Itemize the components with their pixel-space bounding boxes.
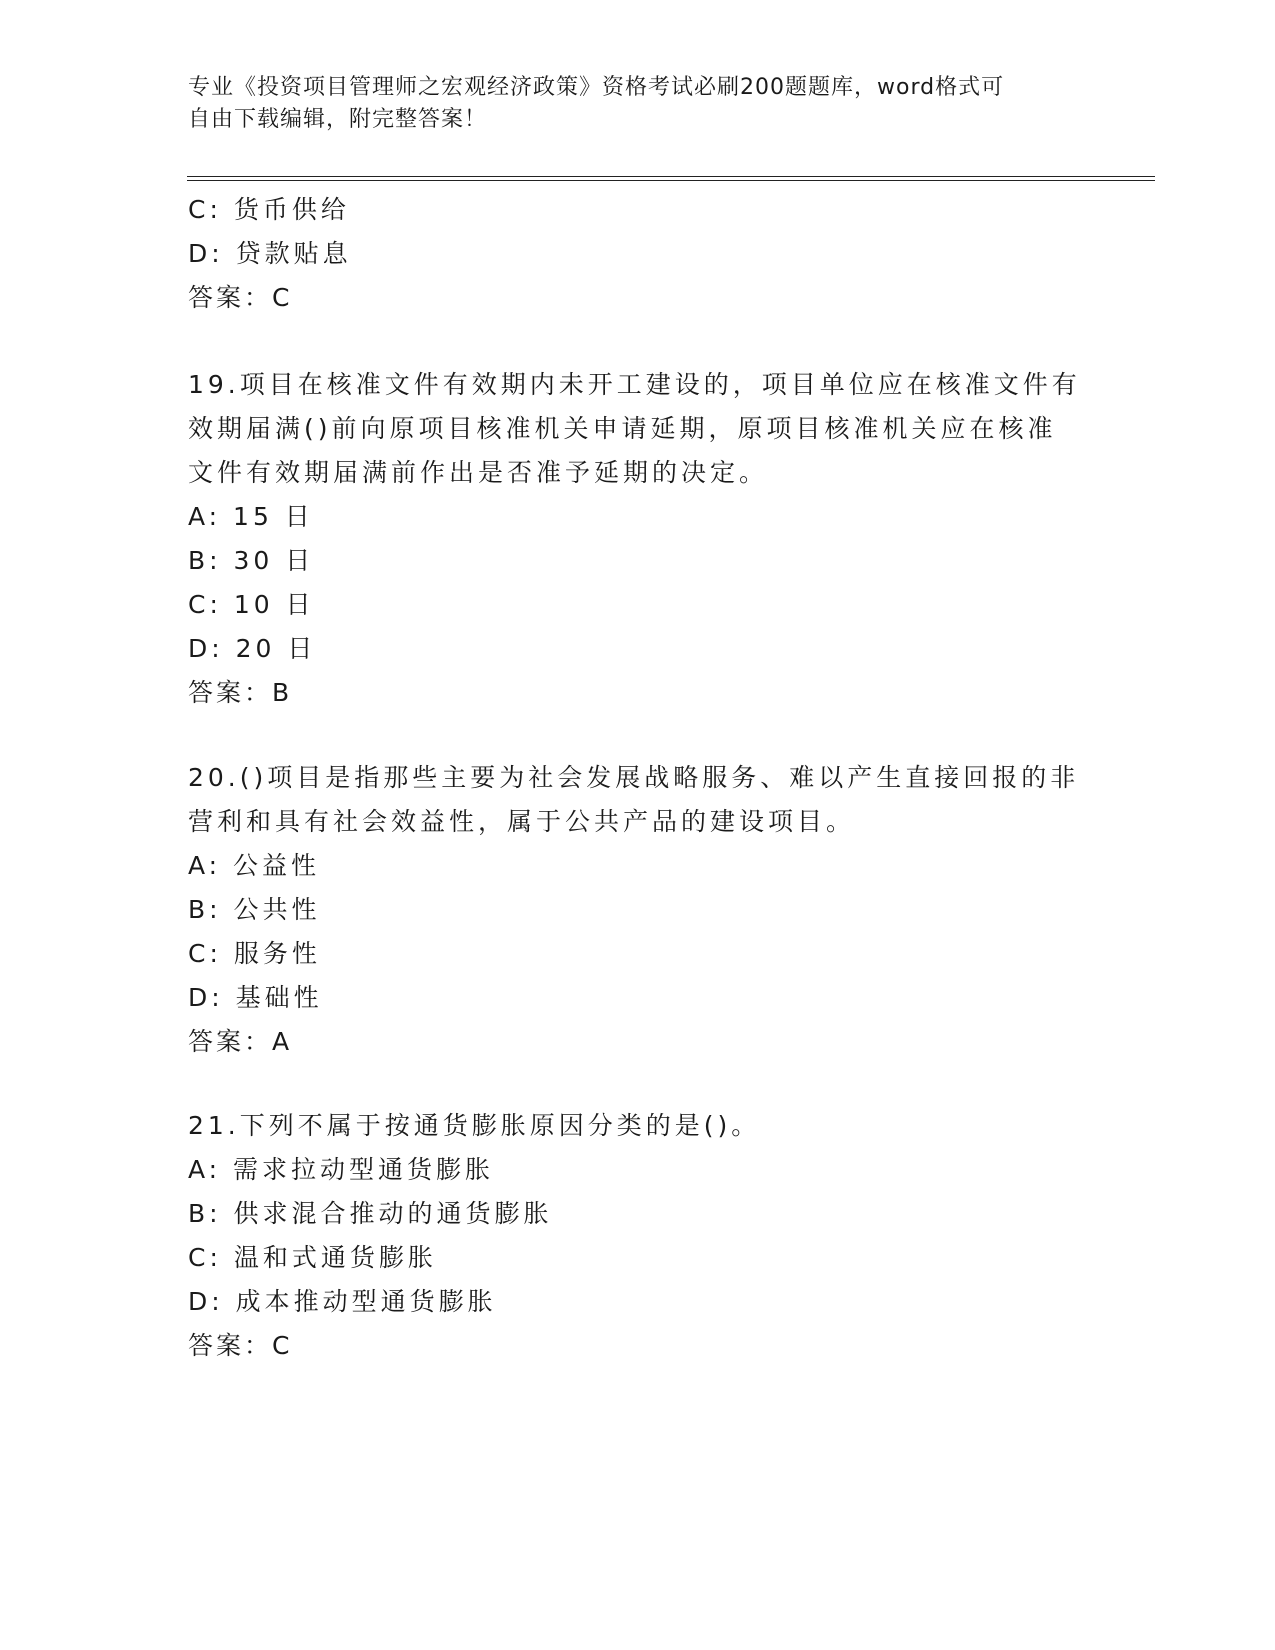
question-19-answer: 答案：B xyxy=(188,678,293,707)
option-c: C: 货币供给 xyxy=(188,195,350,224)
question-19-option-b: B: 30 日 xyxy=(188,546,315,575)
question-19-stem-line-2: 效期届满()前向原项目核准机关申请延期，原项目核准机关应在核准 xyxy=(188,414,1057,443)
question-20-answer: 答案：A xyxy=(188,1027,293,1056)
header-line-1: 专业《投资项目管理师之宏观经济政策》资格考试必刷200题题库，word格式可 xyxy=(188,75,1005,100)
question-21-answer: 答案：C xyxy=(188,1331,293,1360)
document-header xyxy=(188,72,1088,136)
question-20-option-a: A: 公益性 xyxy=(188,851,321,880)
question-20-option-d: D: 基础性 xyxy=(188,983,323,1012)
question-19-stem-line-3: 文件有效期届满前作出是否准予延期的决定。 xyxy=(188,458,769,487)
answer-line: 答案：C xyxy=(188,283,293,312)
header-line-2: 自由下载编辑，附完整答案！ xyxy=(188,107,488,132)
question-19-option-c: C: 10 日 xyxy=(188,590,315,619)
question-21-option-d: D: 成本推动型通货膨胀 xyxy=(188,1287,497,1316)
question-20-option-b: B: 公共性 xyxy=(188,895,321,924)
question-21-stem-line-1: 21.下列不属于按通货膨胀原因分类的是()。 xyxy=(188,1111,761,1140)
question-19-option-a: A: 15 日 xyxy=(188,502,314,531)
question-19-option-d: D: 20 日 xyxy=(188,634,317,663)
question-21-option-a: A: 需求拉动型通货膨胀 xyxy=(188,1155,495,1184)
question-21-option-b: B: 供求混合推动的通货膨胀 xyxy=(188,1199,553,1228)
question-20-stem-line-1: 20.()项目是指那些主要为社会发展战略服务、难以产生直接回报的非 xyxy=(188,763,1080,792)
question-21-option-c: C: 温和式通货膨胀 xyxy=(188,1243,437,1272)
option-d: D: 贷款贴息 xyxy=(188,239,352,268)
question-20-stem-line-2: 营利和具有社会效益性，属于公共产品的建设项目。 xyxy=(188,807,856,836)
question-20-option-c: C: 服务性 xyxy=(188,939,321,968)
header-double-rule xyxy=(187,176,1155,181)
question-19-stem-line-1: 19.项目在核准文件有效期内未开工建设的，项目单位应在核准文件有 xyxy=(188,370,1081,399)
